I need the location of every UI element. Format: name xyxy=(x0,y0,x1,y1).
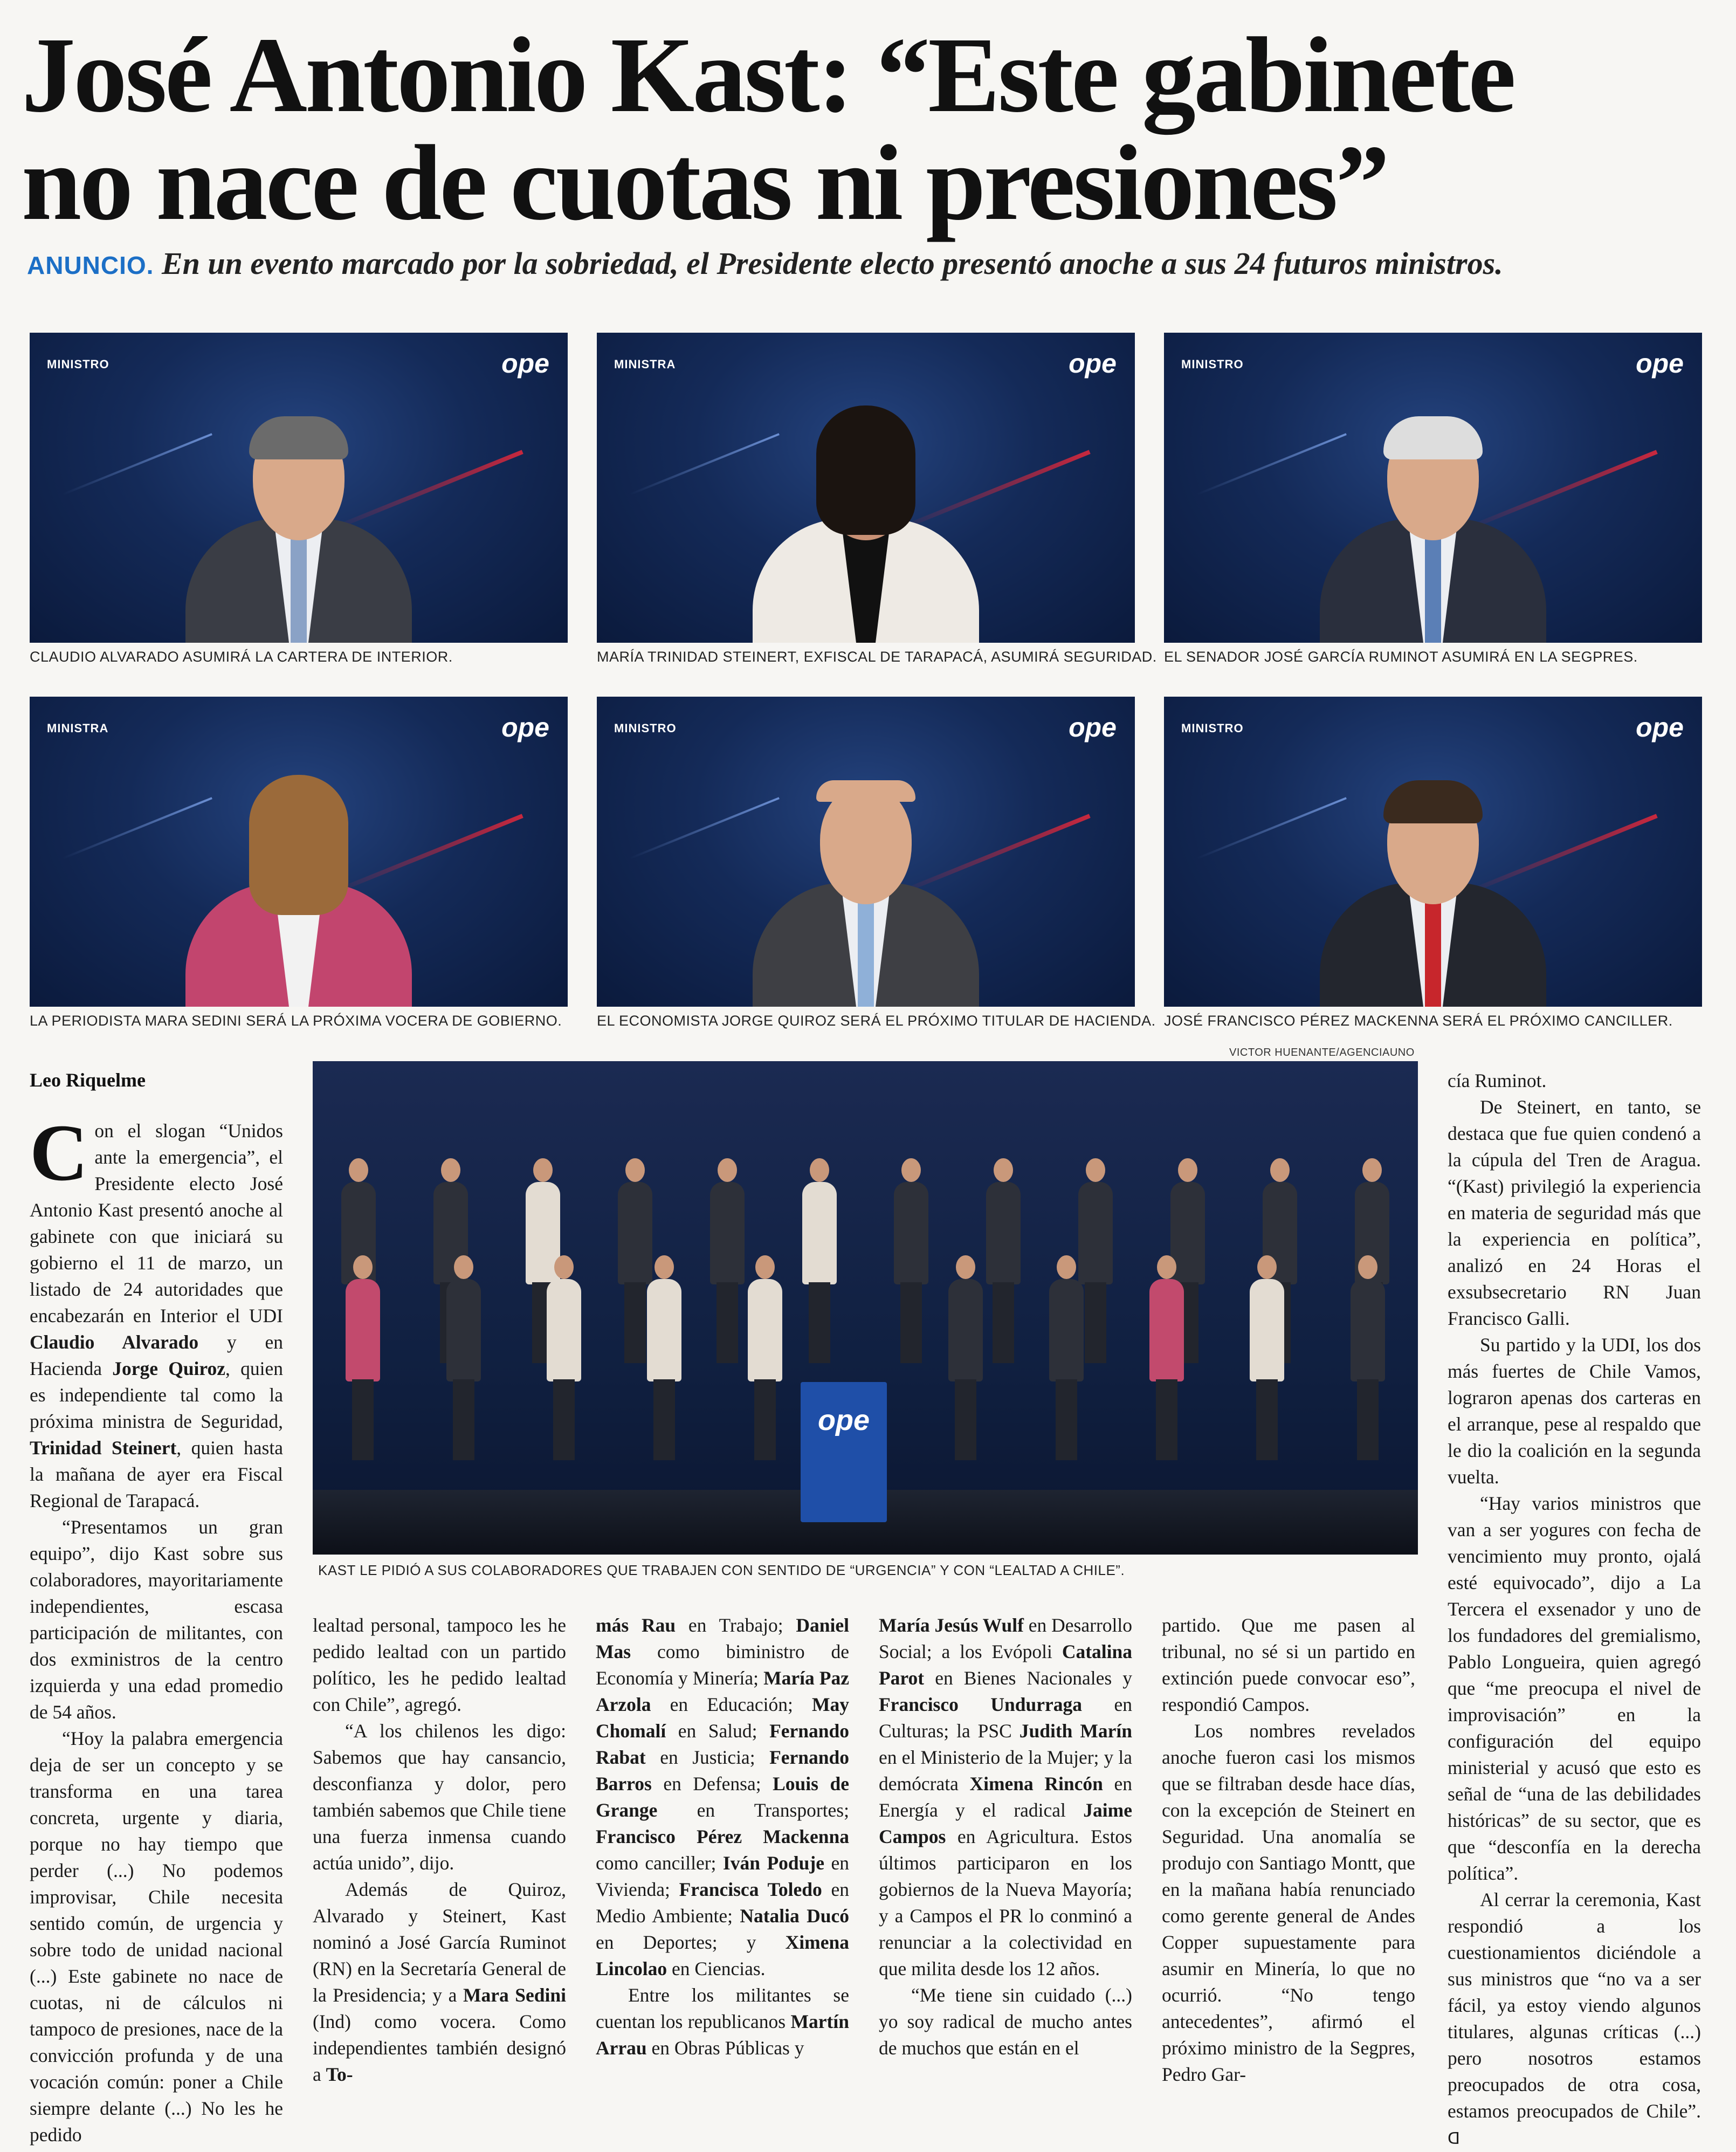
byline: Leo Riquelme xyxy=(30,1069,146,1091)
group-photo-caption: KAST LE PIDIÓ A SUS COLABORADORES QUE TRABAJEN CON SENTIDO DE “URGENCIA” Y CON “LEALTAD A CHILE”. xyxy=(318,1562,1125,1578)
drop-cap: C xyxy=(30,1108,88,1198)
paragraph: María Jesús Wulf en Desarrollo Social; a los Evópoli Catalina Parot en Bienes Nacionales y Francisco Undurraga en Culturas; la PSC Judith Marín en el Ministerio de la Mujer; y la demócrata Ximena Rincón en Energía y el radical Jaime Campos en Agricultura. Estos últimos participaron en los gobiernos de la Nueva Mayoría; y a Campos el PR lo conminó a renunciar a la colectividad en que milita desde los 12 años. xyxy=(879,1614,1132,1979)
article-column-6 xyxy=(1448,1068,1701,2152)
portrait-caption: EL ECONOMISTA JORGE QUIROZ SERÁ EL PRÓXIMO TITULAR DE HACIENDA. xyxy=(597,1013,1156,1029)
paragraph: lealtad personal, tampoco les he pedido lealtad con un partido político, les he pedido lealtad con Chile”, agregó. xyxy=(313,1614,566,1715)
portrait-tag: MINISTRO xyxy=(47,357,109,371)
portrait-tag: MINISTRO xyxy=(1181,721,1244,735)
paragraph: “A los chilenos les digo: Sabemos que hay cansancio, desconfianza y dolor, pero también sabemos que Chile tiene una fuerza inmensa cuando actúa unido”, dijo. xyxy=(313,1720,566,1874)
person-figure xyxy=(185,737,412,1007)
paragraph: Al cerrar la ceremonia, Kast respondió a los cuestionamientos diciéndole a sus ministros que “no va a ser fácil, ya estoy viendo algunos titulares, algunas críticas (...) pero nosotros estamos preocupados de otra cosa, estamos preocupados de Chile”. ᗡ xyxy=(1448,1889,1701,2148)
paragraph: De Steinert, en tanto, se destaca que fue quien condenó a la cúpula del Tren de Aragua. “(Kast) privilegió la experiencia en materia de seguridad más que la experiencia en política”, analizó en 24 Horas el exsubsecretario RN Juan Francisco Galli. xyxy=(1448,1096,1701,1329)
portrait-caption: LA PERIODISTA MARA SEDINI SERÁ LA PRÓXIMA VOCERA DE GOBIERNO. xyxy=(30,1013,562,1029)
podium xyxy=(801,1382,887,1522)
deck-text: En un evento marcado por la sobriedad, el Presidente electo presentó anoche a sus 24 futuros ministros. xyxy=(154,246,1503,281)
portrait-steinert xyxy=(597,333,1135,643)
paragraph: “Hoy la palabra emergencia deja de ser un concepto y se transforma en una tarea concreta, urgente y diaria, porque no hay tiempo que perder (...) No podemos improvisar, Chile necesita sentido común, de urgencia y sobre todo de unidad nacional (...) Este gabinete no nace de cuotas, ni de cálculos ni tampoco de presiones, nace de la convicción profunda y de una vocación común: poner a Chile siempre delante (...) No les he pedido xyxy=(30,1728,283,2146)
portrait-caption: JOSÉ FRANCISCO PÉREZ MACKENNA SERÁ EL PRÓXIMO CANCILLER. xyxy=(1164,1013,1673,1029)
paragraph: “Hay varios ministros que van a ser yogures con fecha de vencimiento muy pronto, ojalá esté equivocado”, dijo a La Tercera el exsenador y uno de los fundadores del gremialismo, Pablo Longueira, quien agregó que “me preocupa el nivel de improvisación” en la configuración del equipo ministerial y acusó que esto es señal de “una de las debilidades históricas” de su sector, que es que “desconfía en la derecha política”. xyxy=(1448,1493,1701,1884)
portrait-tag: MINISTRO xyxy=(1181,357,1244,371)
portrait-caption: CLAUDIO ALVARADO ASUMIRÁ LA CARTERA DE INTERIOR. xyxy=(30,649,453,665)
group-photo xyxy=(313,1061,1418,1555)
headline xyxy=(22,16,1714,243)
paragraph: “Me tiene sin cuidado (...) yo soy radical de mucho antes de muchos que están en el xyxy=(879,1984,1132,2059)
headline-line-1: José Antonio Kast: “Este gabinete xyxy=(22,16,1514,135)
brand-logo: ope xyxy=(501,348,549,379)
article-column-1 xyxy=(30,1108,283,2148)
person-figure xyxy=(753,373,979,643)
headline-line-2: no nace de cuotas ni presiones” xyxy=(22,123,1388,243)
paragraph: Su partido y la UDI, los dos más fuertes de Chile Vamos, lograron apenas dos carteras en el arranque, pese al respaldo que le dio la coalición en la segunda vuelta. xyxy=(1448,1334,1701,1488)
article-column-5 xyxy=(1162,1612,1415,2088)
portrait-garcia-ruminot xyxy=(1164,333,1702,643)
portrait-tag: MINISTRA xyxy=(47,721,109,735)
brand-logo: ope xyxy=(501,712,549,742)
paragraph: “Presentamos un gran equipo”, dijo Kast sobre sus colaboradores, mayoritariamente independientes, escasa participación de militantes, con dos exministros de la centro izquierda y una edad promedio de 54 años. xyxy=(30,1516,283,1723)
paragraph: cía Ruminot. xyxy=(1448,1070,1547,1091)
paragraph: Entre los militantes se cuentan los republicanos Martín Arrau en Obras Públicas y xyxy=(596,1984,849,2059)
deck xyxy=(27,245,1720,281)
portrait-alvarado xyxy=(30,333,568,643)
deck-kicker: ANUNCIO. xyxy=(27,251,154,279)
person-figure xyxy=(753,737,979,1007)
photo-credit: VICTOR HUENANTE/AGENCIAUNO xyxy=(1229,1047,1415,1058)
article-column-3 xyxy=(596,1612,849,2061)
podium-logo: ope xyxy=(817,1404,870,1436)
article-column-2 xyxy=(313,1612,566,2088)
portrait-caption: EL SENADOR JOSÉ GARCÍA RUMINOT ASUMIRÁ EN LA SEGPRES. xyxy=(1164,649,1638,665)
portrait-caption: MARÍA TRINIDAD STEINERT, EXFISCAL DE TARAPACÁ, ASUMIRÁ SEGURIDAD. xyxy=(597,649,1157,665)
paragraph: Los nombres revelados anoche fueron casi los mismos que se filtraban desde hace días, con la excepción de Steinert en Seguridad. Una anomalía se produjo con Santiago Montt, que en la mañana había renunciado como gerente general de Andes Copper supuestamente para asumir en Minería, lo que no ocurrió. “No tengo antecedentes”, afirmó el próximo ministro de la Segpres, Pedro Gar- xyxy=(1162,1720,1415,2085)
end-mark-icon: ᗡ xyxy=(1448,2129,1461,2148)
brand-logo: ope xyxy=(1069,348,1117,379)
person-figure xyxy=(1320,737,1546,1007)
article-column-4 xyxy=(879,1612,1132,2061)
paragraph: Además de Quiroz, Alvarado y Steinert, Kast nominó a José García Ruminot (RN) en la Secretaría General de la Presidencia; y a Mara Sedini (Ind) como vocera. Como independientes también designó a To- xyxy=(313,1879,566,2085)
paragraph: más Rau en Trabajo; Daniel Mas como biministro de Economía y Minería; María Paz Arzola en Educación; May Chomalí en Salud; Fernando Rabat en Justicia; Fernando Barros en Defensa; Louis de Grange en Transportes; Francisco Pérez Mackenna como canciller; Iván Poduje en Vivienda; Francisca Toledo en Medio Ambiente; Natalia Ducó en Deportes; y Ximena Lincolao en Ciencias. xyxy=(596,1614,849,1979)
portrait-quiroz xyxy=(597,697,1135,1007)
paragraph: Con el slogan “Unidos ante la emergencia”, el Presidente electo José Antonio Kast presentó anoche al gabinete con que iniciará su gobierno el 11 de marzo, un listado de 24 autoridades que encabezarán en Interior el UDI Claudio Alvarado y en Hacienda Jorge Quiroz, quien es independiente tal como la próxima ministra de Seguridad, Trinidad Steinert, quien hasta la mañana de ayer era Fiscal Regional de Tarapacá. xyxy=(30,1108,283,1511)
person-figure xyxy=(185,373,412,643)
person-figure xyxy=(1320,373,1546,643)
portrait-sedini xyxy=(30,697,568,1007)
portrait-tag: MINISTRO xyxy=(614,721,677,735)
brand-logo: ope xyxy=(1636,348,1684,379)
brand-logo: ope xyxy=(1636,712,1684,742)
brand-logo: ope xyxy=(1069,712,1117,742)
paragraph: partido. Que me pasen al tribunal, no sé si un partido en extinción puede convocar eso”, respondió Campos. xyxy=(1162,1614,1415,1715)
portrait-perez-mackenna xyxy=(1164,697,1702,1007)
portrait-tag: MINISTRA xyxy=(614,357,676,371)
